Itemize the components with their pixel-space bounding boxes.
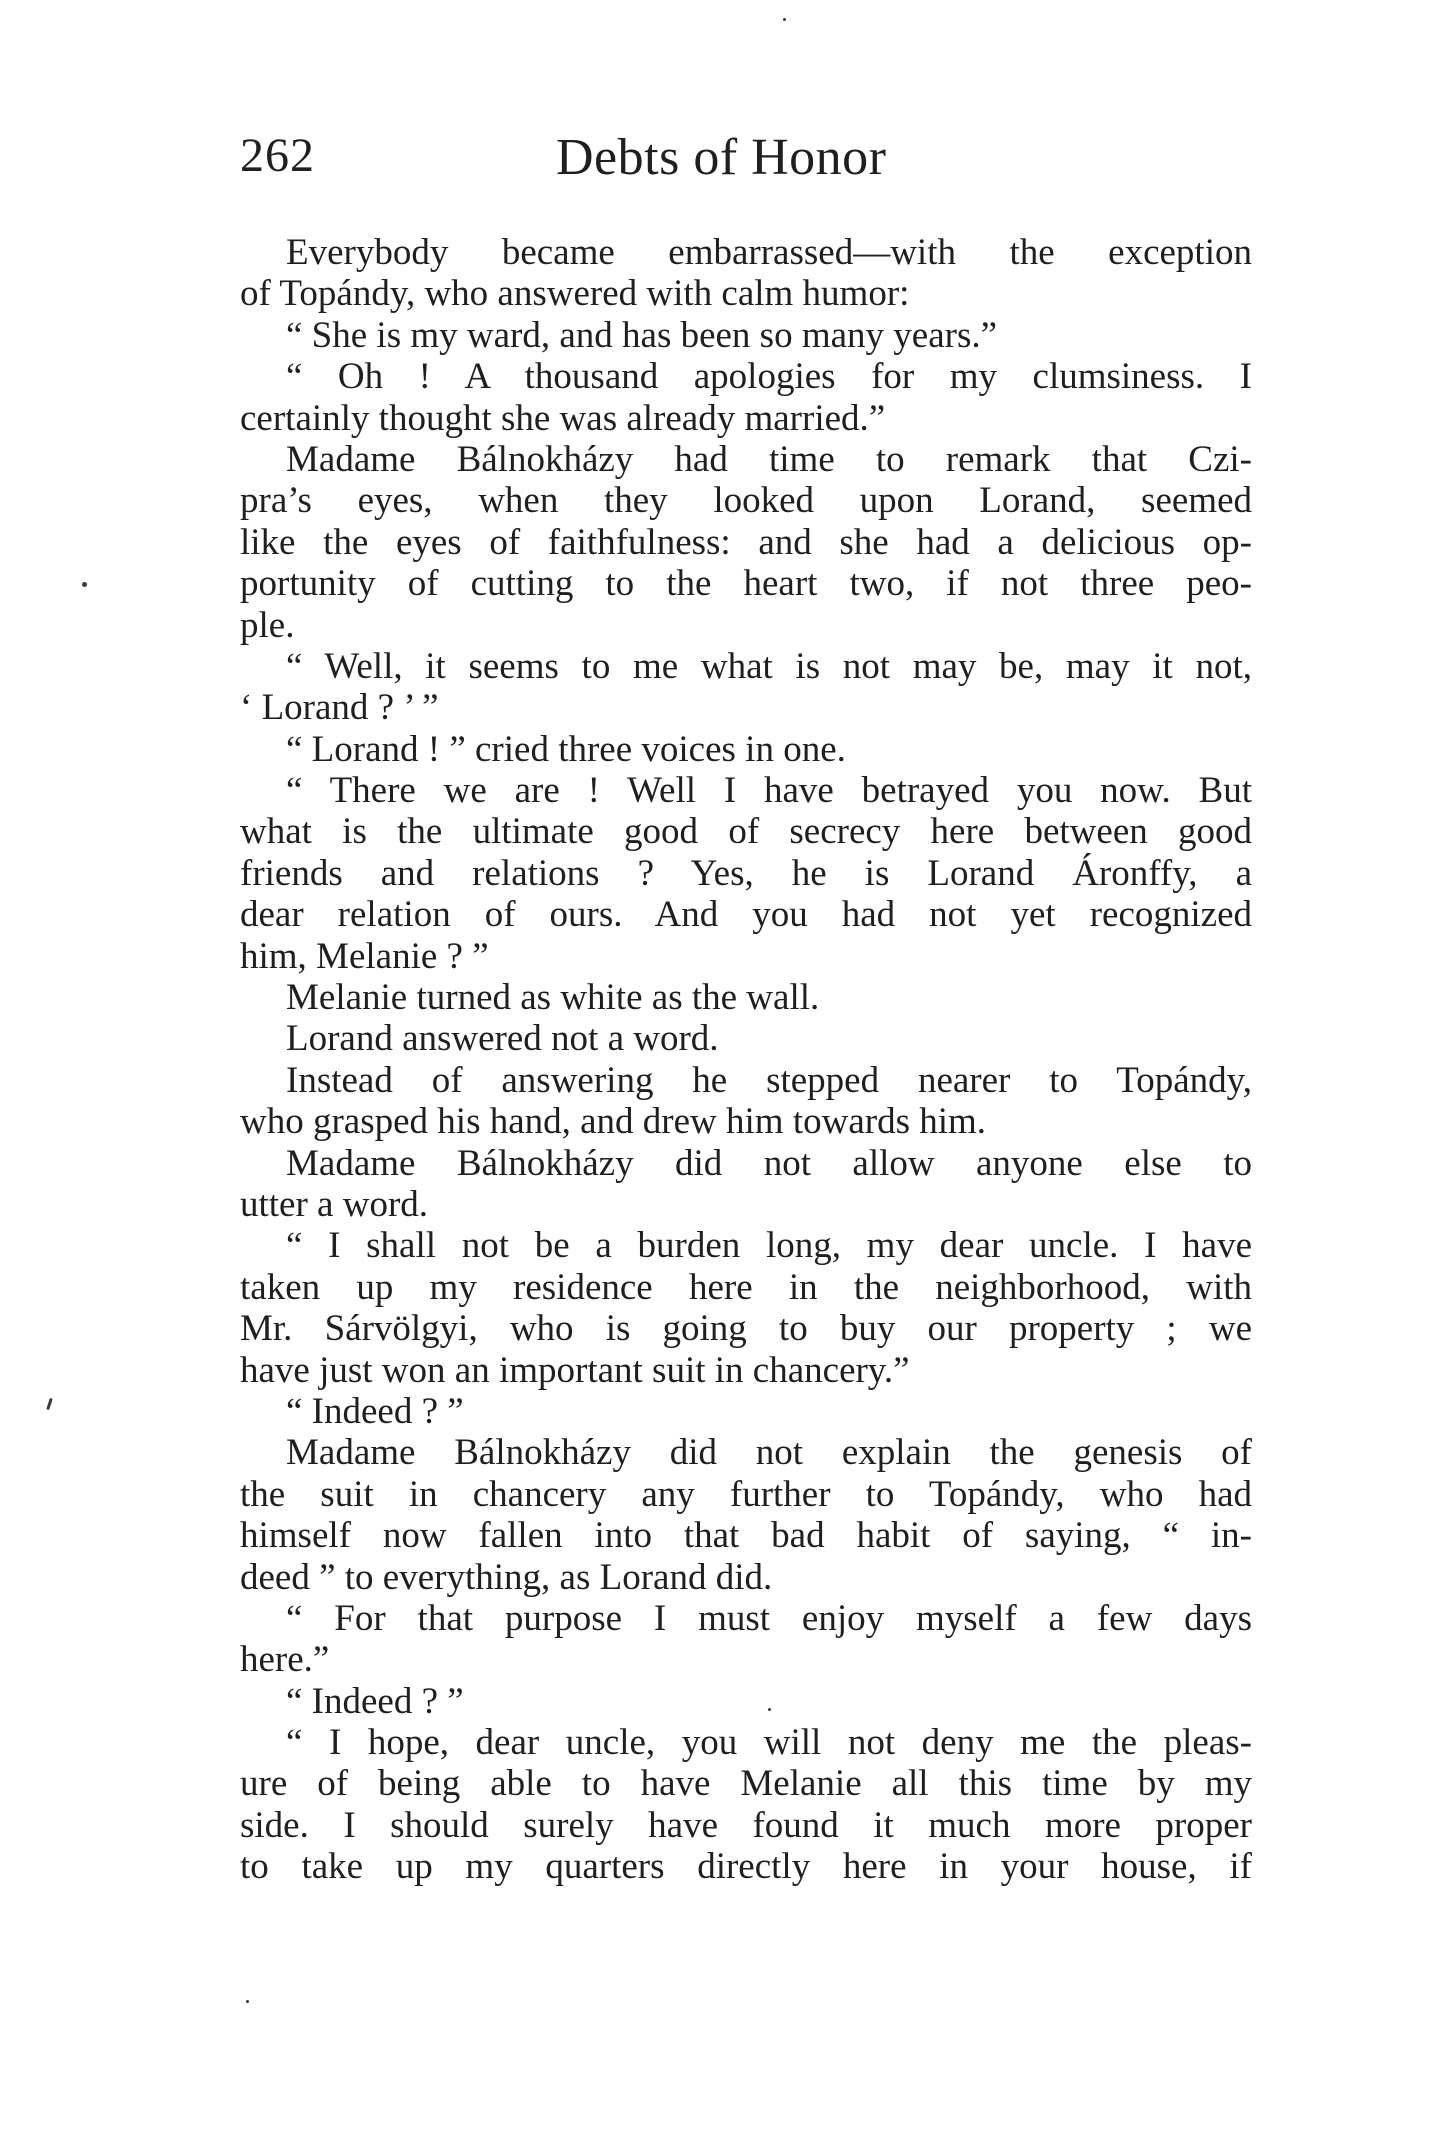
text-line: here.” [240, 1639, 330, 1681]
text-line: utter a word. [240, 1183, 429, 1225]
text-line: Madame Bálnokházy did not allow anyone else to [286, 1142, 1252, 1184]
text-line: ‘ Lorand ? ’ ” [240, 687, 439, 729]
text-line: Instead of answering he stepped nearer to Topándy, [286, 1059, 1252, 1101]
text-line: “ Oh ! A thousand apologies for my clumsiness. I [286, 356, 1252, 398]
text-line: pra’s eyes, when they looked upon Lorand, seemed [240, 480, 1252, 522]
scan-speck [46, 1398, 53, 1410]
text-line: “ I hope, dear uncle, you will not deny me the pleas- [286, 1722, 1252, 1764]
text-line: “ She is my ward, and has been so many years.” [286, 314, 998, 356]
text-line: like the eyes of faithfulness: and she had a delicious op- [240, 521, 1252, 563]
text-line: “ I shall not be a burden long, my dear uncle. I have [286, 1225, 1252, 1267]
text-line: Madame Bálnokházy had time to remark that Czi- [286, 438, 1252, 480]
text-line: deed ” to everything, as Lorand did. [240, 1556, 773, 1598]
text-line: side. I should surely have found it much more proper [240, 1804, 1252, 1846]
running-title: Debts of Honor [556, 129, 887, 186]
text-line: portunity of cutting to the heart two, if not three peo- [240, 563, 1252, 605]
text-line: “ There we are ! Well I have betrayed you now. But [286, 770, 1252, 812]
text-line: Melanie turned as white as the wall. [286, 977, 820, 1019]
text-line: ple. [240, 604, 295, 646]
text-line: certainly thought she was already married.” [240, 397, 886, 439]
text-line: dear relation of ours. And you had not yet recognized [240, 894, 1252, 936]
text-line: “ Well, it seems to me what is not may be, may it not, [286, 645, 1252, 687]
text-line: ure of being able to have Melanie all this time by my [240, 1763, 1252, 1805]
scan-speck [768, 1708, 771, 1711]
text-line: him, Melanie ? ” [240, 935, 489, 977]
text-line: have just won an important suit in chancery.” [240, 1349, 910, 1391]
text-line: the suit in chancery any further to Topándy, who had [240, 1473, 1252, 1515]
text-line: “ Lorand ! ” cried three voices in one. [286, 728, 846, 770]
text-line: friends and relations ? Yes, he is Lorand Áronffy, a [240, 852, 1252, 894]
text-line: what is the ultimate good of secrecy here between good [240, 811, 1252, 853]
text-line: “ For that purpose I must enjoy myself a few days [286, 1597, 1252, 1639]
text-line: to take up my quarters directly here in your house, if [240, 1846, 1252, 1888]
scan-speck [246, 2000, 249, 2003]
text-line: Madame Bálnokházy did not explain the genesis of [286, 1432, 1252, 1474]
scan-speck [82, 582, 87, 587]
text-line: Everybody became embarrassed—with the exception [286, 232, 1252, 273]
text-line: “ Indeed ? ” [286, 1390, 464, 1432]
text-line: of Topándy, who answered with calm humor: [240, 273, 910, 315]
text-line: taken up my residence here in the neighborhood, with [240, 1266, 1252, 1308]
text-line: who grasped his hand, and drew him towards him. [240, 1101, 987, 1143]
text-body [240, 232, 1252, 1888]
scan-speck [783, 18, 786, 21]
text-line: Mr. Sárvölgyi, who is going to buy our property ; we [240, 1308, 1252, 1350]
text-line: Lorand answered not a word. [286, 1018, 719, 1060]
text-line: himself now fallen into that bad habit of saying, “ in- [240, 1515, 1252, 1557]
page-header [240, 128, 1252, 198]
page-number: 262 [240, 129, 315, 182]
text-line: “ Indeed ? ” [286, 1680, 464, 1722]
